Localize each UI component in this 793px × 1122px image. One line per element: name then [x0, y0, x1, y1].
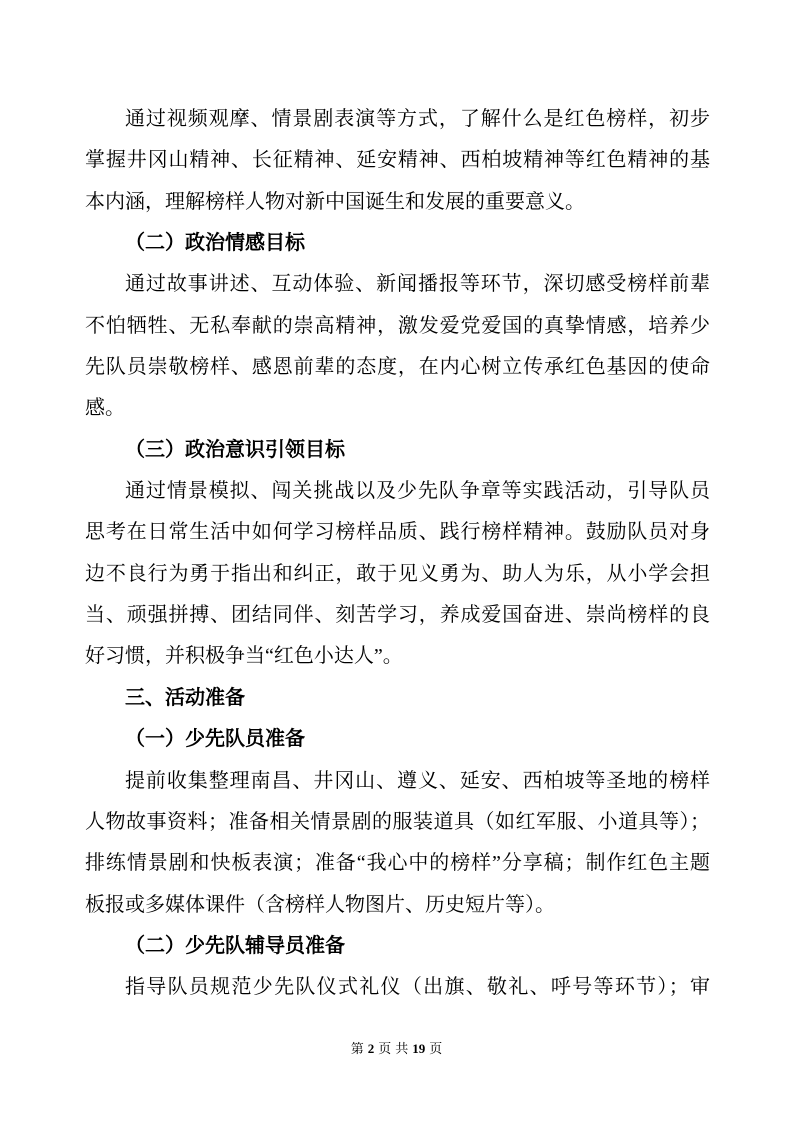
text-line: 通过情景模拟、闯关挑战以及少先队争章等实践活动，引导队员 [125, 480, 710, 503]
footer-total-label: 共 [395, 1041, 409, 1056]
text-line: 通过视频观摩、情景剧表演等方式，了解什么是红色榜样，初步 [125, 108, 710, 130]
document-body [85, 99, 710, 1009]
text-line: 指导队员规范少先队仪式礼仪（出旗、敬礼、呼号等环节）；审 [125, 976, 710, 999]
text-line: 排练情景剧和快板表演；准备“我心中的榜样”分享稿；制作红色主题 [85, 852, 710, 875]
text-line: 通过故事讲述、互动体验、新闻播报等环节，深切感受榜样前辈 [125, 273, 710, 296]
text-line: 边不良行为勇于指出和纠正，敢于见义勇为、助人为乐，从小学会担 [85, 562, 710, 585]
text-line: 提前收集整理南昌、井冈山、遵义、延安、西柏坡等圣地的榜样 [125, 769, 710, 792]
text-line: 板报或多媒体课件（含榜样人物图片、历史短片等）。 [85, 893, 555, 916]
page-number-current: 2 [367, 1041, 375, 1056]
section-heading: （二）政治情感目标 [125, 232, 305, 255]
text-line: 不怕牺牲、无私奉献的崇高精神，激发爱党爱国的真挚情感，培养少 [85, 314, 710, 337]
text-line: 思考在日常生活中如何学习榜样品质、践行榜样精神。鼓励队员对身 [85, 521, 710, 544]
text-line: 当、顽强拼搏、团结同伴、刻苦学习，养成爱国奋进、崇尚榜样的良 [85, 604, 710, 627]
footer-page-label: 页 [378, 1041, 392, 1056]
section-heading: 三、活动准备 [125, 686, 245, 709]
section-heading: （一）少先队员准备 [125, 728, 305, 751]
footer-prefix-label: 第 [350, 1041, 364, 1056]
text-line: 本内涵，理解榜样人物对新中国诞生和发展的重要意义。 [85, 190, 585, 213]
text-line: 好习惯，并积极争当“红色小达人”。 [85, 645, 403, 668]
section-heading: （二）少先队辅导员准备 [125, 934, 345, 957]
text-line: 掌握井冈山精神、长征精神、延安精神、西柏坡精神等红色精神的基 [85, 149, 710, 172]
text-line: 感。 [85, 397, 125, 420]
text-line: 先队员崇敬榜样、感恩前辈的态度，在内心树立传承红色基因的使命 [85, 356, 710, 379]
section-heading: （三）政治意识引领目标 [125, 438, 345, 461]
page-footer [0, 1038, 793, 1057]
text-line: 人物故事资料；准备相关情景剧的服装道具（如红军服、小道具等）； [85, 810, 710, 833]
footer-suffix-label: 页 [429, 1041, 443, 1056]
page-number-total: 19 [412, 1041, 426, 1056]
